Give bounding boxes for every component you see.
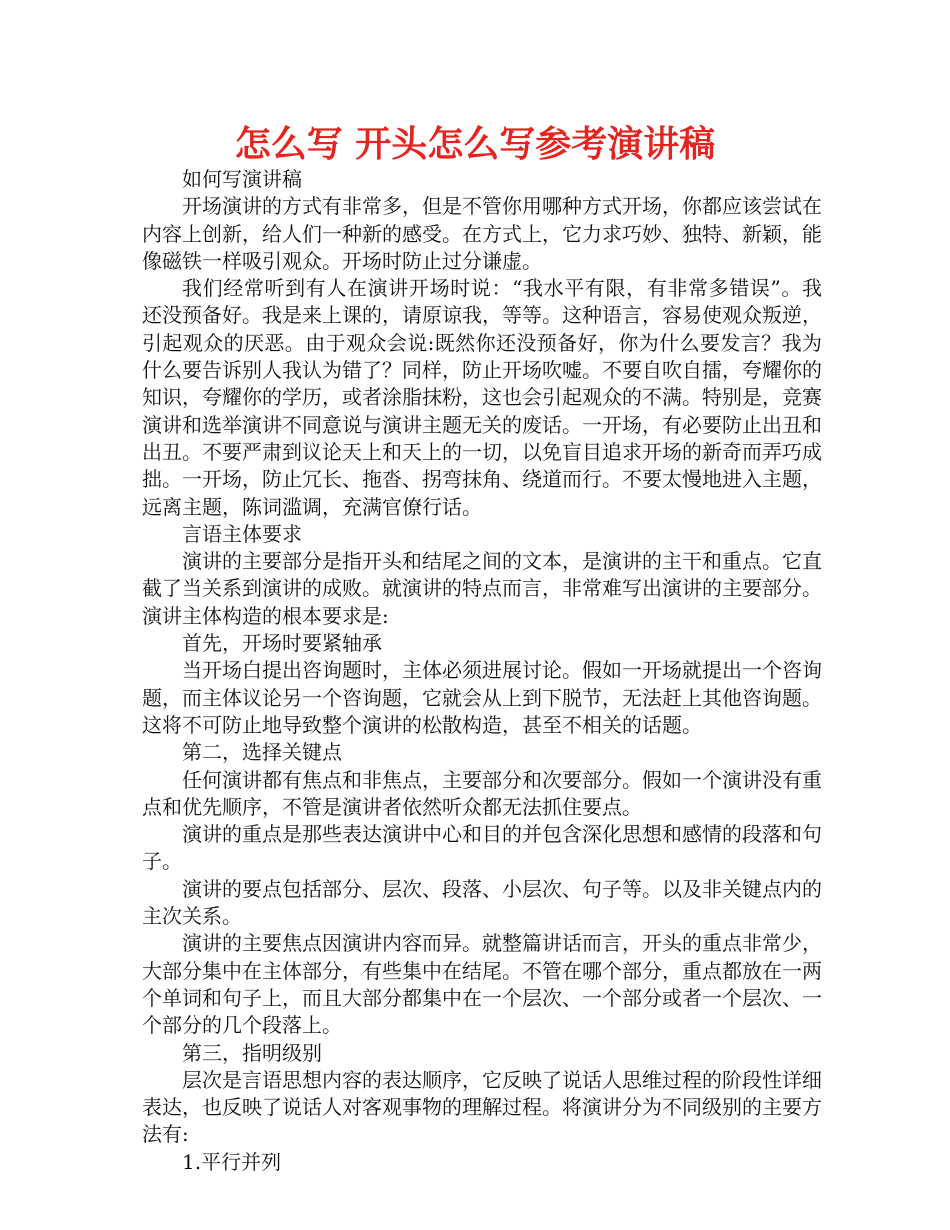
paragraph: 开场演讲的方式有非常多，但是不管你用哪种方式开场，你都应该尝试在内容上创新，给人们一种新的感受。在方式上，它力求巧妙、独特、新颖，能像磁铁一样吸引观众。开场时防止过分谦虚。	[142, 194, 822, 273]
document-body	[142, 166, 822, 1176]
paragraph: 演讲的重点是那些表达演讲中心和目的并包含深化思想和感情的段落和句子。	[142, 822, 822, 874]
section-heading: 言语主体要求	[182, 521, 302, 546]
section-heading: 第三，指明级别	[182, 1040, 322, 1065]
paragraph: 层次是言语思想内容的表达顺序，它反映了说话人思维过程的阶段性详细表达，也反映了说话人对客观事物的理解过程。将演讲分为不同级别的主要方法有:	[142, 1067, 822, 1147]
section-heading: 第二，选择关键点	[182, 740, 342, 765]
paragraph: 演讲的主要焦点因演讲内容而异。就整篇讲话而言，开头的重点非常少，大部分集中在主体部分，有些集中在结尾。不管在哪个部分，重点都放在一两个单词和句子上，而且大部分都集中在一个层次、一个部分或者一个层次、一个部分的几个段落上。	[142, 931, 822, 1038]
paragraph: 当开场白提出咨询题时，主体必须进展讨论。假如一开场就提出一个咨询题，而主体议论另一个咨询题，它就会从上到下脱节，无法赶上其他咨询题。这将不可防止地导致整个演讲的松散构造，甚至不相关的话题。	[142, 658, 822, 737]
paragraph: 演讲的主要部分是指开头和结尾之间的文本，是演讲的主干和重点。它直截了当关系到演讲的成败。就演讲的特点而言，非常难写出演讲的主要部分。演讲主体构造的根本要求是:	[142, 549, 822, 628]
section-heading: 首先，开场时要紧轴承	[182, 631, 382, 656]
paragraph: 任何演讲都有焦点和非焦点，主要部分和次要部分。假如一个演讲没有重点和优先顺序，不管是演讲者依然听众都无法抓住要点。	[142, 767, 822, 819]
paragraph: 我们经常听到有人在演讲开场时说：“我水平有限，有非常多错误”。我还没预备好。我是来上课的，请原谅我，等等。这种语言，容易使观众叛逆，引起观众的厌恶。由于观众会说:既然你还没预备好，你为什么要发言？我为什么要告诉别人我认为错了？同样，防止开场吹嘘。不要自吹自擂，夸耀你的知识，夸耀你的学历，或者涂脂抹粉，这也会引起观众的不满。特别是，竞赛演讲和选举演讲不同意说与演讲主题无关的废话。一开场，有必要防止出丑和出丑。不要严肃到议论天上和天上的一切，以免盲目追求开场的新奇而弄巧成拙。一开场，防止冗长、拖沓、拐弯抹角、绕道而行。不要太慢地进入主题，远离主题，陈词滥调，充满官僚行话。	[142, 276, 822, 519]
document-title: 怎么写 开头怎么写参考演讲稿	[234, 124, 716, 165]
list-item-heading: 1.平行并列	[182, 1149, 282, 1174]
paragraph: 演讲的要点包括部分、层次、段落、小层次、句子等。以及非关键点内的主次关系。	[142, 876, 822, 929]
section-heading: 如何写演讲稿	[182, 167, 302, 191]
